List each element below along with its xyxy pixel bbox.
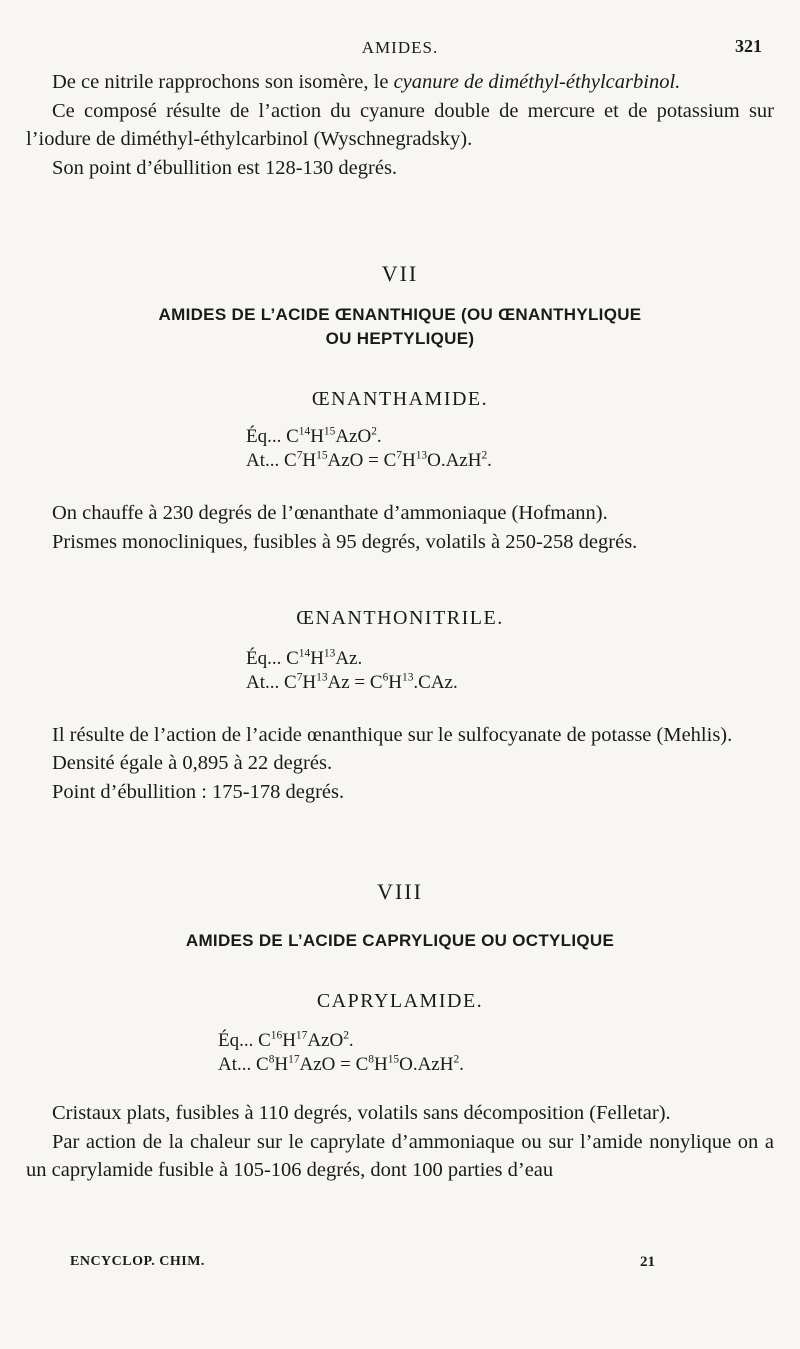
formula-equivalent: Éq... $C^{16}H^{17}AzO^2$. [218,1029,354,1051]
formula-label: At... [246,671,280,693]
section-heading-vii-line1: AMIDES DE L’ACIDE ŒNANTHIQUE (OU ŒNANTHYLIQUE [158,304,642,324]
running-title: AMIDES. [361,38,439,57]
formula-block-caprylamide [26,1029,774,1077]
page-header [0,34,800,60]
italic-compound-name: cyanure de diméthyl-éthylcarbinol. [393,71,681,93]
paragraph-caprylamide-prep: Par action de la chaleur sur le caprylate d’ammoniaque ou sur l’amide nonylique on a un caprylamide fusible à 105-106 degrés, dont 100 parties d’eau [26,1130,774,1181]
section-heading-viii: AMIDES DE L’ACIDE CAPRYLIQUE OU OCTYLIQUE [185,930,615,950]
paragraph-boiling-point: Son point d’ébullition est 128-130 degrés. [52,156,398,179]
formula-equivalent: Éq... $C^{14}H^{15}AzO^2$. [246,425,382,447]
formula-label: At... [218,1054,252,1075]
paragraph-composition: Ce composé résulte de l’action du cyanure double de mercure et de potassium sur l’iodure de diméthyl-éthylcarbinol (Wyschnegradsky). [26,99,774,150]
paragraph-oenanthonitrile-density: Densité égale à 0,895 à 22 degrés. [52,752,333,774]
footer-sheet-number: 21 [640,1254,655,1270]
section-number-viii: VIII [377,879,423,904]
paragraph-caprylamide-props: Cristaux plats, fusibles à 110 degrés, volatils sans décomposition (Felletar). [52,1102,671,1124]
formula-block-oenanthonitrile [26,647,774,695]
paragraph-oenanthamide-prep: On chauffe à 230 degrés de l’œnanthate d’ammoniaque (Hofmann). [52,502,608,524]
formula-atomic: At... $C^7H^{15}AzO = C^7H^{13}O.AzH^2$. [246,449,492,471]
paragraph-isomer [26,68,774,97]
formula-equivalent: Éq... $C^{14}H^{13}Az$. [246,647,363,669]
paragraph-oenanthonitrile-origin: Il résulte de l’action de l’acide œnanthique sur le sulfocyanate de potasse (Mehlis). [52,723,733,746]
footer-signature: ENCYCLOP. CHIM. [70,1254,205,1269]
formula-label: Éq... [246,647,282,669]
paragraph-text: De ce nitrile rapprochons son isomère, le [52,71,394,93]
paragraph-oenanthamide-props: Prismes monocliniques, fusibles à 95 degrés, volatils à 250-258 degrés. [52,530,638,553]
section-heading-vii-line2: OU HEPTYLIQUE) [325,328,475,348]
compound-title-oenanthonitrile: ŒNANTHONITRILE. [296,607,504,629]
formula-label: Éq... [246,426,282,447]
body-text [26,68,774,1185]
compound-title-oenanthamide: ŒNANTHAMIDE. [311,387,489,410]
formula-block-oenanthamide [26,425,774,473]
page-number: 321 [735,36,762,56]
formula-label: At... [246,450,280,471]
section-number-vii: VII [381,261,419,286]
paragraph-oenanthonitrile-boiling: Point d’ébullition : 175-178 degrés. [52,780,345,803]
compound-title-caprylamide: CAPRYLAMIDE. [316,989,484,1012]
formula-label: Éq... [218,1030,254,1051]
formula-atomic: At... $C^8H^{17}AzO = C^8H^{15}O.AzH^2$. [218,1053,464,1075]
formula-atomic: At... $C^7H^{13}Az = C^6H^{13}.CAz$. [246,671,458,693]
